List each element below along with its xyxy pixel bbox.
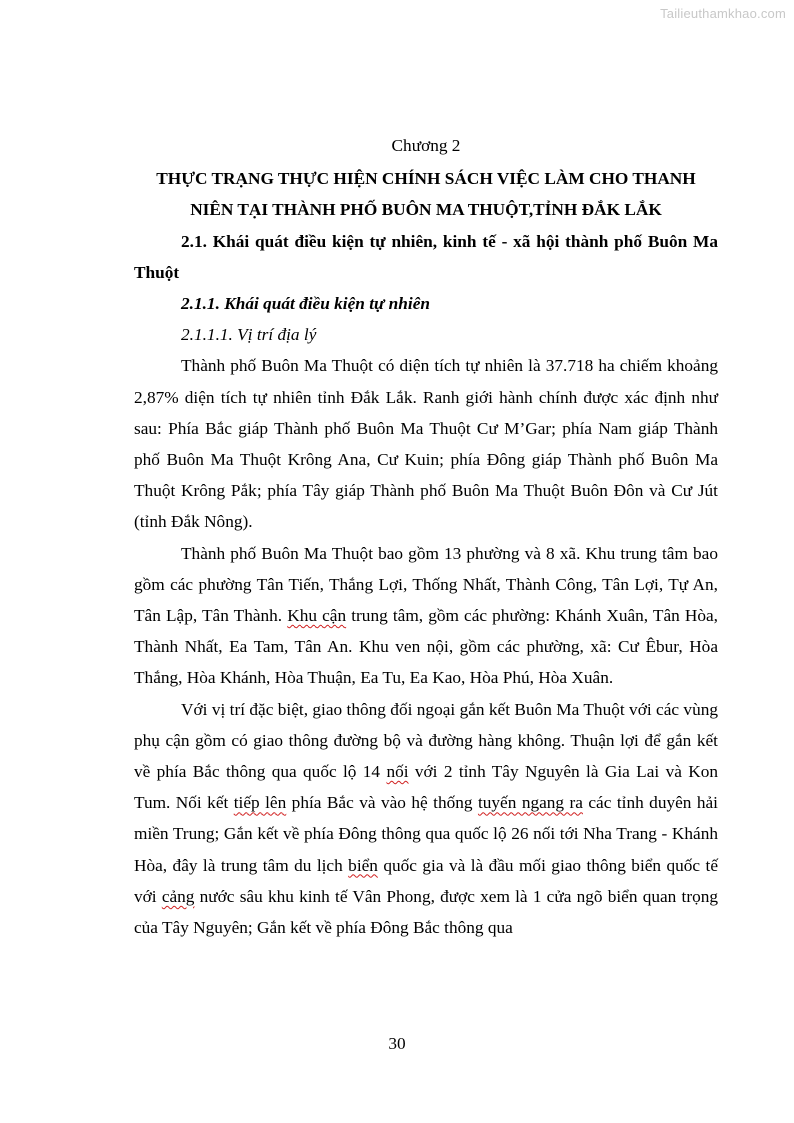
spellcheck-flag: Khu cận bbox=[287, 606, 347, 626]
page-number: 30 bbox=[388, 1034, 406, 1053]
text-run: Thành phố Buôn Ma Thuột bao gồm 13 phường và 8 xã. Khu trung tâm bao gồm các phường Tân Tiến, Thắng Lợi, Thống Nhất, Thành Công, Tân Lợi, Tự An, Tân Lập, Tân Thành. bbox=[134, 543, 718, 626]
document-body bbox=[134, 130, 718, 943]
text-run: quốc gia và là đầu mối giao thông biển quốc tế với bbox=[134, 855, 718, 906]
text-run: trung tâm, gồm các phường: Khánh Xuân, Tân Hòa, Thành Nhất, Ea Tam, Tân An. Khu ven nội, gồm các phường, xã: Cư Êbur, Hòa Thắng, Hòa Khánh, Hòa Thuận, Ea Tu, Ea Kao, Hòa Phú, Hòa Xuân. bbox=[134, 606, 719, 688]
paragraph-wards bbox=[134, 538, 718, 694]
spellcheck-flag: tiếp lên bbox=[233, 793, 287, 813]
paragraph-location: Thành phố Buôn Ma Thuột có diện tích tự nhiên là 37.718 ha chiếm khoảng 2,87% diện tích tự nhiên tỉnh Đắk Lắk. Ranh giới hành chính được xác định như sau: Phía Bắc giáp Thành phố Buôn Ma Thuột Cư M’Gar; phía Nam giáp Thành phố Buôn Ma Thuột Krông Ana, Cư Kuin; phía Đông giáp Thành phố Buôn Ma Thuột Krông Pắk; phía Tây giáp Thành phố Buôn Ma Thuột Buôn Đôn và Cư Jút (tỉnh Đắk Nông). bbox=[134, 356, 718, 532]
text-run: các tỉnh duyên hải miền Trung; Gắn kết về phía Đông thông qua quốc lộ 26 nối tới Nha Trang - Khánh Hòa, đây là trung tâm du lịch bbox=[134, 793, 718, 875]
text-run: Với vị trí đặc biệt, giao thông đối ngoại gắn kết Buôn Ma Thuột với các vùng phụ cận gồm có giao thông đường bộ và đường hàng không. Thuận lợi để gắn kết về phía Bắc thông qua quốc lộ 14 bbox=[134, 699, 718, 782]
chapter-title: THỰC TRẠNG THỰC HIỆN CHÍNH SÁCH VIỆC LÀM CHO THANH NIÊN TẠI THÀNH PHỐ BUÔN MA THUỘT,TỈNH ĐẮK LẮK bbox=[156, 169, 696, 220]
spellcheck-flag: tuyến ngang ra bbox=[477, 793, 583, 813]
spellcheck-flag: cảng bbox=[161, 886, 195, 906]
spellcheck-flag: nối bbox=[386, 762, 409, 782]
text-run: với 2 tỉnh Tây Nguyên là Gia Lai và Kon Tum. Nối kết bbox=[134, 762, 719, 813]
chapter-label: Chương 2 bbox=[391, 136, 461, 155]
subsection-heading: 2.1.1. Khái quát điều kiện tự nhiên bbox=[181, 294, 430, 314]
text-run: phía Bắc và vào hệ thống bbox=[286, 793, 478, 813]
spellcheck-flag: biển bbox=[348, 855, 378, 875]
text-run: nước sâu khu kinh tế Vân Phong, được xem là 1 cửa ngõ biển quan trọng của Tây Nguyên; Gắn kết về phía Đông Bắc thông qua bbox=[134, 886, 719, 938]
section-heading: 2.1. Khái quát điều kiện tự nhiên, kinh tế - xã hội thành phố Buôn Ma Thuột bbox=[134, 231, 718, 282]
subsubsection-heading: 2.1.1.1. Vị trí địa lý bbox=[181, 325, 317, 345]
watermark: Tailieuthamkhao.com bbox=[660, 6, 786, 21]
paragraph-transport bbox=[134, 694, 718, 944]
